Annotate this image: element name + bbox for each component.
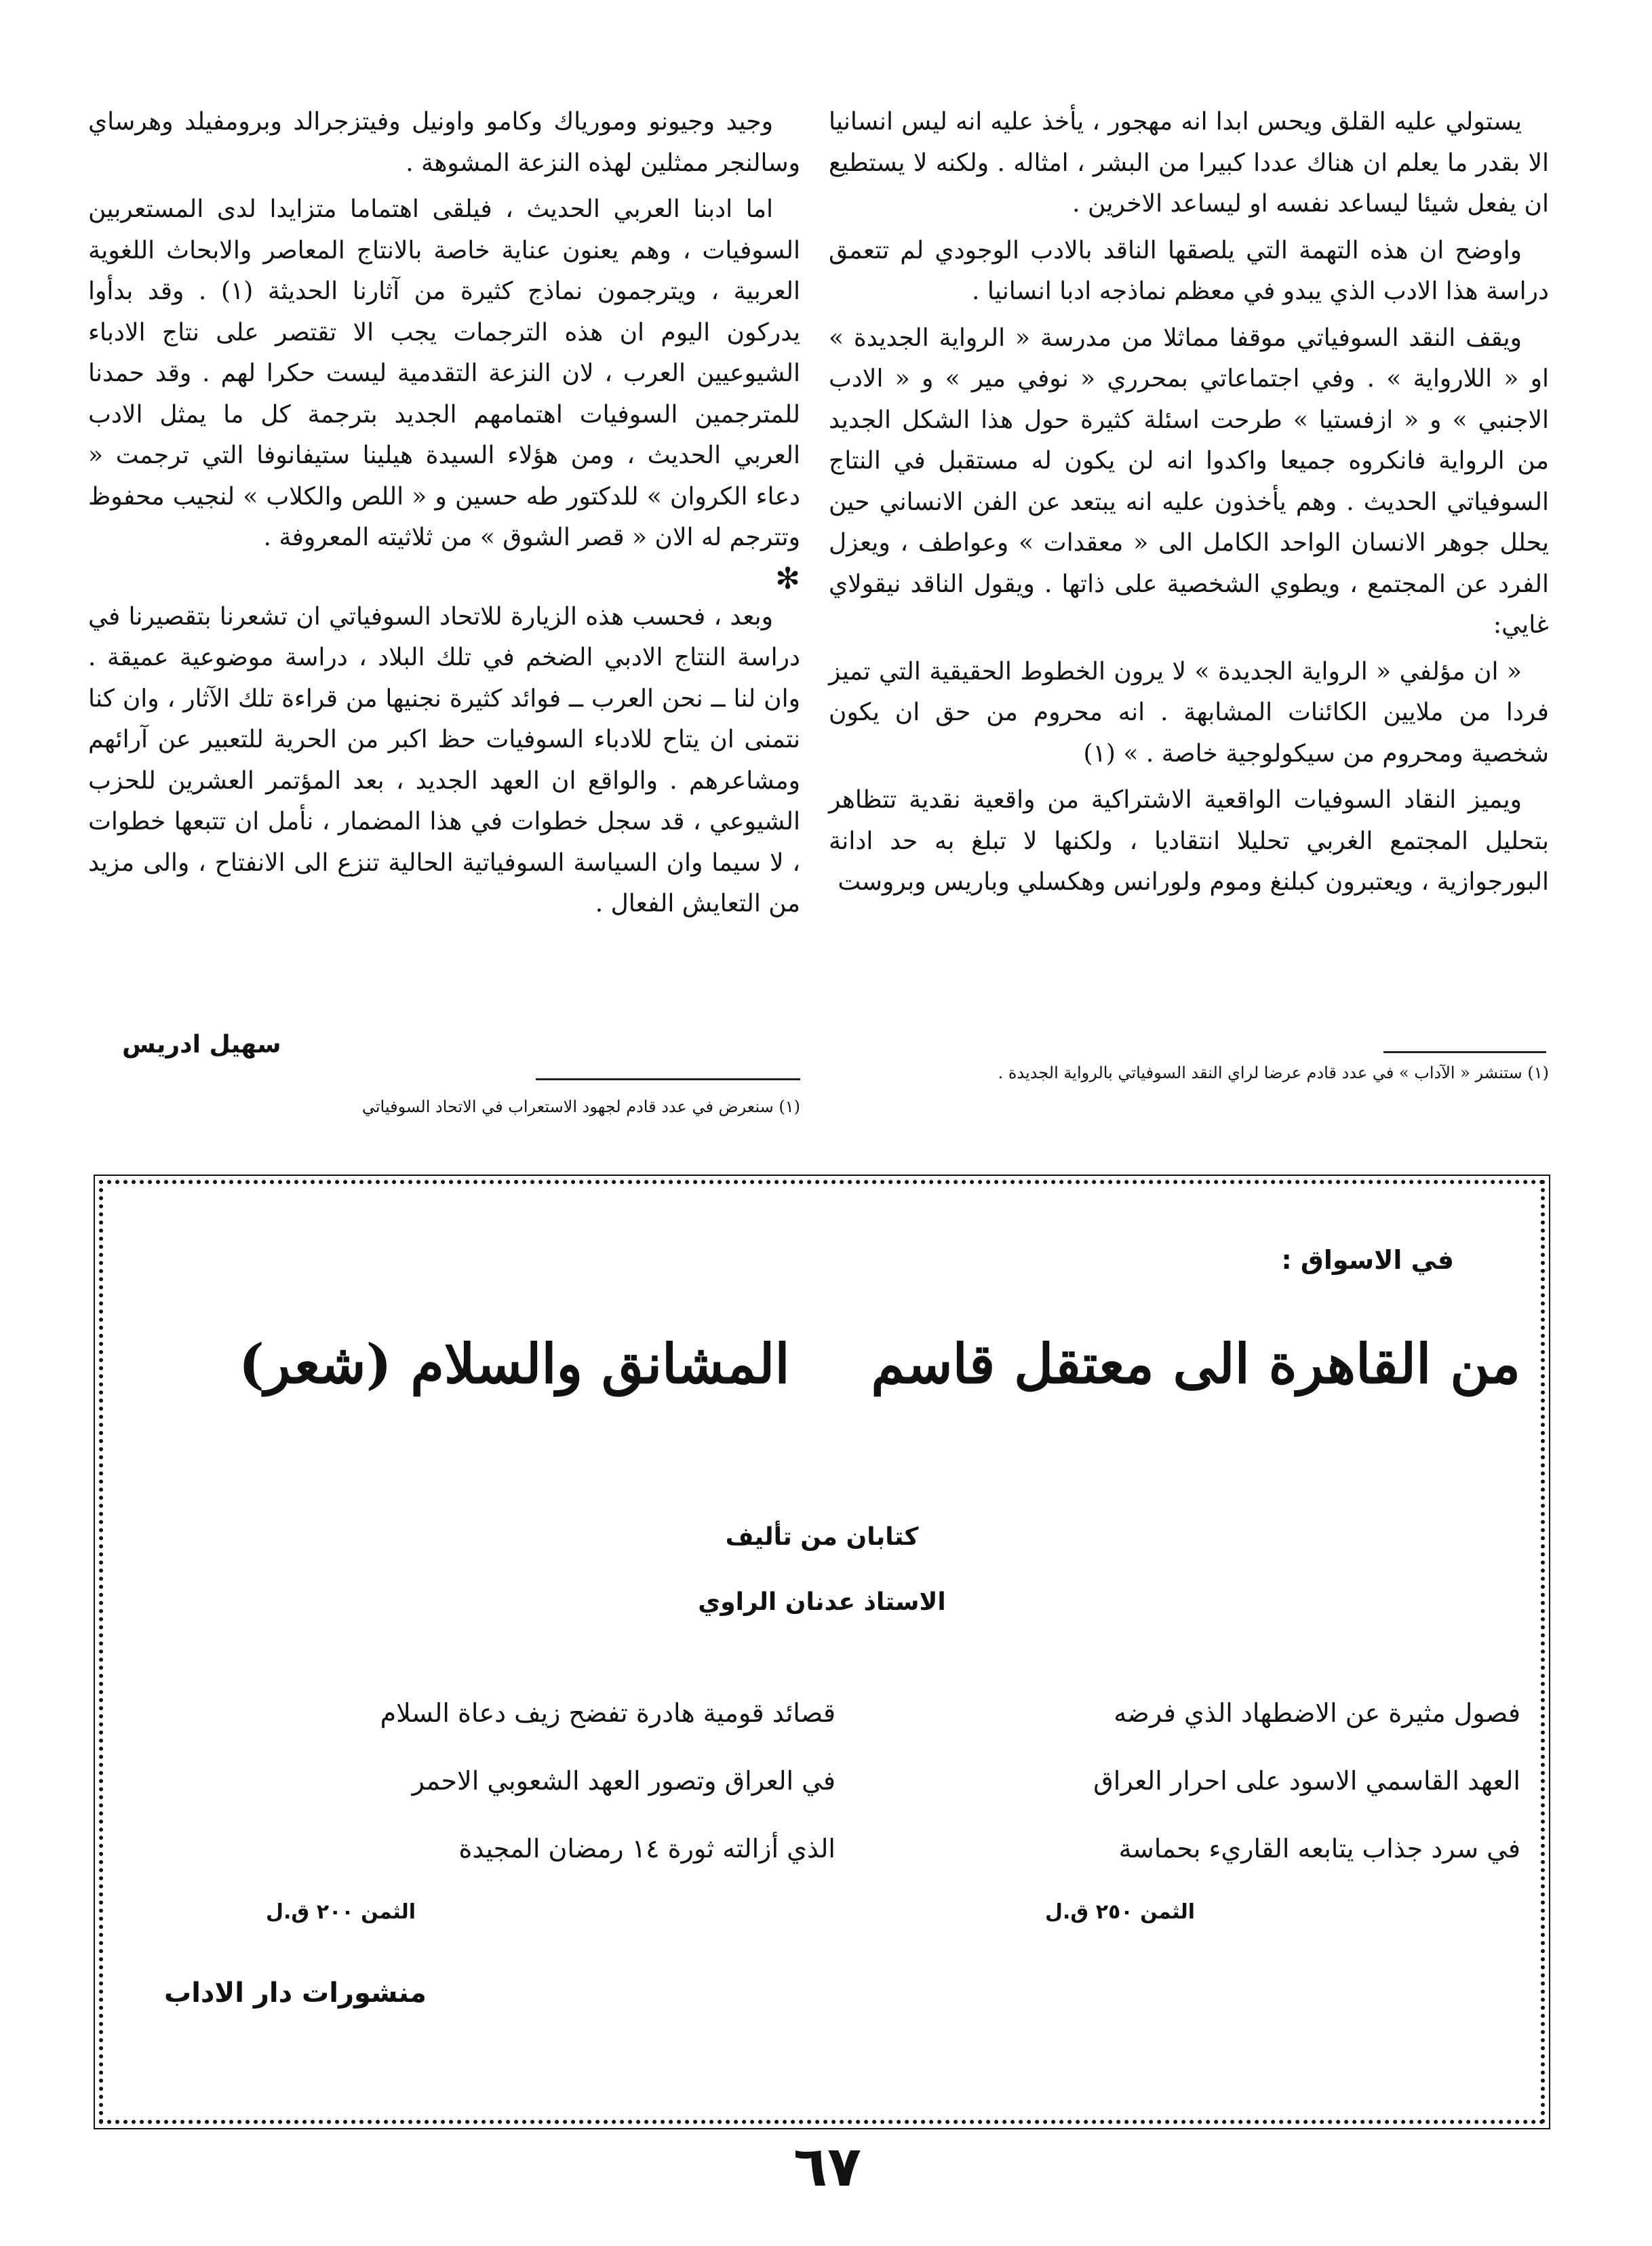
article-paragraph: وبعد ، فحسب هذه الزيارة للاتحاد السوفياتي ان تشعرنا بتقصيرنا في دراسة النتاج الادبي الضخم في تلك البلاد ، دراسة موضوعية عميقة . وان لنا ــ نحن العرب ــ فوائد كثيرة نجنيها من قراءة تلك الآثار ، وان كنا نتمنى ان يتاح للادباء السوفيات حظ اكبر من الحرية للتعبير عن آرائهم ومشاعرهم . والواقع ان العهد الجديد ، بعد المؤتمر العشرين للحزب الشيوعي ، قد سجل خطوات في هذا المضمار ، نأمل ان تتبعها خطوات ، لا سيما وان السياسة السوفياتية الحالية تنزع الى الانفتاح ، والى مزيد من التعايش الفعال . bbox=[88, 602, 800, 918]
article-author: سهيل ادريس bbox=[122, 1031, 281, 1059]
book-description bbox=[869, 1679, 1520, 1883]
article-paragraph: ويميز النقاد السوفيات الواقعية الاشتراكية من واقعية نقدية تتظاهر بتحليل المجتمع الغربي تحليلا انتقاديا ، ولكنها لا تبلغ به حد ادانة البورجوازية ، ويعتبرون كبلنغ وموم ولورانس وهكسلي وباريس وبروست bbox=[829, 786, 1549, 896]
publisher: منشورات دار الاداب bbox=[164, 1977, 427, 2009]
description-line: في سرد جذاب يتابعه القاريء بحماسة bbox=[1118, 1834, 1520, 1864]
page-number: ٦٧ bbox=[793, 2135, 862, 2199]
article-paragraph: واوضح ان هذه التهمة التي يلصقها الناقد بالادب الوجودي لم تتعمق دراسة هذا الادب الذي يبدو في معظم نماذجه ادبا انسانيا . bbox=[829, 236, 1549, 305]
article-paragraph: « ان مؤلفي « الرواية الجديدة » لا يرون الخطوط الحقيقية التي تميز فردا من ملايين الكائنات المشابهة . انه محروم من حق ان يكون شخصية ومحروم من سيكولوجية خاصة . » (١) bbox=[829, 657, 1549, 768]
book-advertisement bbox=[99, 1180, 1545, 2124]
description-line: الذي أزالته ثورة ١٤ رمضان المجيدة bbox=[458, 1834, 835, 1864]
book-title: المشانق والسلام (شعر) bbox=[239, 1332, 790, 1396]
footnote: (١) ستنشر « الآداب » في عدد قادم عرضا لراي النقد السوفياتي بالرواية الجديدة . bbox=[998, 1063, 1549, 1082]
footnote: (١) سنعرض في عدد قادم لجهود الاستعراب في الاتحاد السوفياتي bbox=[361, 1097, 800, 1116]
ad-heading: في الاسواق : bbox=[1281, 1245, 1454, 1275]
description-line: العهد القاسمي الاسود على احرار العراق bbox=[1093, 1766, 1520, 1796]
ad-author: الاستاذ عدنان الراوي bbox=[698, 1588, 946, 1616]
article-paragraph: وجيد وجيونو ومورياك وكامو واونيل وفيتزجرالد وبرومفيلد وهرساي وسالنجر ممثلين لهذه النزعة المشوهة . bbox=[88, 108, 800, 177]
book-price: الثمن ٢٥٠ ق.ل bbox=[1045, 1900, 1195, 1924]
description-line: قصائد قومية هادرة تفضح زيف دعاة السلام bbox=[380, 1698, 835, 1728]
footnote-divider bbox=[1383, 1051, 1546, 1053]
book-price: الثمن ٢٠٠ ق.ل bbox=[266, 1900, 416, 1924]
description-line: في العراق وتصور العهد الشعوبي الاحمر bbox=[412, 1766, 835, 1796]
article-paragraph: اما ادبنا العربي الحديث ، فيلقى اهتماما متزايدا لدى المستعربين السوفيات ، وهم يعنون عناية خاصة بالانتاج المعاصر والابحاث اللغوية العربية ، ويترجمون نماذج كثيرة من آثارنا الحديثة (١) . وقد بدأوا يدركون اليوم ان هذه الترجمات يجب الا تقتصر على نتاج الادباء الشيوعيين العرب ، لان النزعة التقدمية ليست حكرا لهم . وقد حمدنا للمترجمين السوفيات اهتمامهم الجديد بترجمة كل ما يمثل الادب العربي الحديث ، ومن هؤلاء السيدة هيلينا ستيفانوفا التي ترجمت « دعاء الكروان » للدكتور طه حسين و « اللص والكلاب » لنجيب محفوظ وتترجم له الان « قصر الشوق » من ثلاثيته المعروفة . bbox=[88, 195, 800, 551]
book-title: من القاهرة الى معتقل قاسم bbox=[871, 1332, 1520, 1396]
ad-subheading: كتابان من تأليف bbox=[725, 1523, 919, 1551]
description-line: فصول مثيرة عن الاضطهاد الذي فرضه bbox=[1114, 1698, 1520, 1728]
book-description bbox=[164, 1679, 835, 1883]
section-separator: ✻ bbox=[775, 561, 800, 596]
article-right-column bbox=[829, 102, 1549, 903]
footnote-divider bbox=[536, 1078, 800, 1080]
article-left-column bbox=[88, 102, 800, 925]
article-paragraph: ويقف النقد السوفياتي موقفا مماثلا من مدرسة « الرواية الجديدة » او « اللارواية » . وفي اجتماعاتي بمحرري « نوفي مير » و « الادب الاجنبي » و « ازفستيا » طرحت اسئلة كثيرة حول هذا الشكل الجديد من الرواية فانكروه جميعا واكدوا انه لن يكون له مستقبل في النتاج السوفياتي الحديث . وهم يأخذون عليه انه يبتعد عن الفن الانساني حين يحلل جوهر الانسان الواحد الكامل الى « معقدات » وعواطف ، ويعزل الفرد عن المجتمع ، ويطوي الشخصية على ذاتها . ويقول الناقد نيقولاي غايي: bbox=[829, 323, 1549, 639]
article-paragraph: يستولي عليه القلق ويحس ابدا انه مهجور ، يأخذ عليه انه ليس انسانيا الا بقدر ما يعلم ان هناك عددا كبيرا من البشر ، امثاله . ولكنه لا يستطيع ان يفعل شيئا ليساعد نفسه او ليساعد الاخرين . bbox=[829, 108, 1549, 218]
